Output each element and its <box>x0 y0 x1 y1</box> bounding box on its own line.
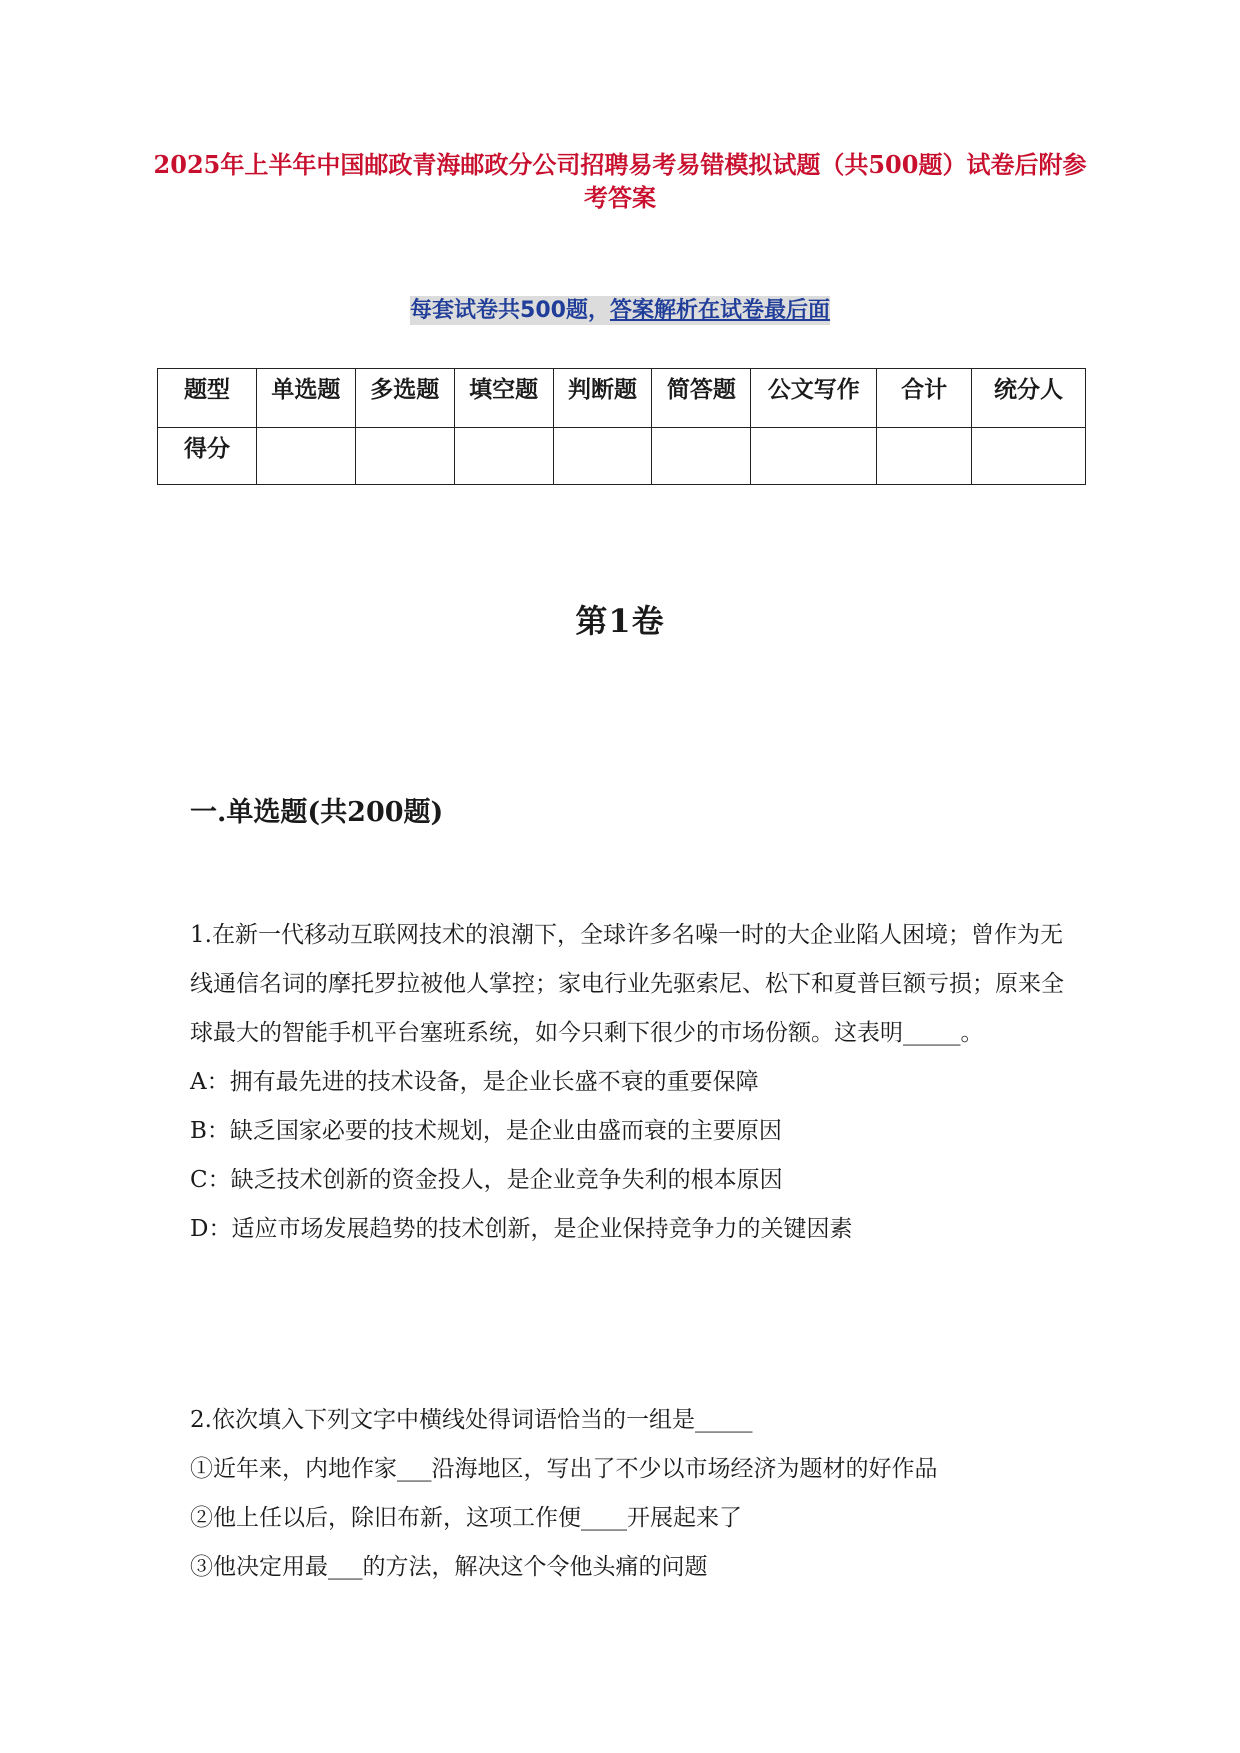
question-stem: 2.依次填入下列文字中横线处得词语恰当的一组是_____ <box>190 1407 753 1433</box>
question-stem: 1.在新一代移动互联网技术的浪潮下，全球许多名噪一时的大企业陷人困境；曾作为无线通信名词的摩托罗拉被他人掌控；家电行业先驱索尼、松下和夏普巨额亏损；原来全球最大的智能手机平台塞班系统，如今只剩下很少的市场份额。这表明_____。 <box>190 922 1064 1046</box>
score-table <box>157 368 1086 485</box>
answer-notice <box>0 293 1240 324</box>
score-cell[interactable] <box>751 428 877 485</box>
answer-link[interactable]: 答案解析在试卷最后面 <box>609 298 830 323</box>
question-1 <box>190 911 1070 1254</box>
header-cell: 多选题 <box>355 369 454 428</box>
header-cell: 公文写作 <box>751 369 877 428</box>
header-cell: 填空题 <box>454 369 553 428</box>
header-cell: 单选题 <box>256 369 355 428</box>
sentence-1: ①近年来，内地作家___沿海地区，写出了不少以市场经济为题材的好作品 <box>190 1456 938 1482</box>
score-cell[interactable] <box>972 428 1086 485</box>
header-cell: 题型 <box>158 369 257 428</box>
header-cell: 判断题 <box>553 369 652 428</box>
score-cell[interactable] <box>454 428 553 485</box>
option-a: A：拥有最先进的技术设备，是企业长盛不衰的重要保障 <box>190 1069 759 1095</box>
score-cell[interactable] <box>652 428 751 485</box>
header-cell: 简答题 <box>652 369 751 428</box>
volume-title: 第1卷 <box>575 602 665 640</box>
score-table-score-row <box>158 428 1086 485</box>
score-row-label: 得分 <box>158 428 257 485</box>
header-cell: 统分人 <box>972 369 1086 428</box>
option-c: C：缺乏技术创新的资金投人，是企业竞争失利的根本原因 <box>190 1167 783 1193</box>
score-cell[interactable] <box>553 428 652 485</box>
option-d: D：适应市场发展趋势的技术创新，是企业保持竞争力的关键因素 <box>190 1216 853 1242</box>
score-cell[interactable] <box>355 428 454 485</box>
sentence-3: ③他决定用最___的方法，解决这个令他头痛的问题 <box>190 1554 708 1580</box>
sentence-2: ②他上任以后，除旧布新，这项工作便____开展起来了 <box>190 1505 742 1531</box>
question-2 <box>190 1396 1070 1592</box>
section-title: 一.单选题(共200题) <box>190 797 444 828</box>
score-cell[interactable] <box>256 428 355 485</box>
score-cell[interactable] <box>877 428 972 485</box>
document-title: 2025年上半年中国邮政青海邮政分公司招聘易考易错模拟试题（共500题）试卷后附参考答案 <box>153 150 1087 212</box>
option-b: B：缺乏国家必要的技术规划，是企业由盛而衰的主要原因 <box>190 1118 782 1144</box>
notice-text: 每套试卷共500题， <box>410 298 610 323</box>
header-cell: 合计 <box>877 369 972 428</box>
score-table-header-row <box>158 369 1086 428</box>
